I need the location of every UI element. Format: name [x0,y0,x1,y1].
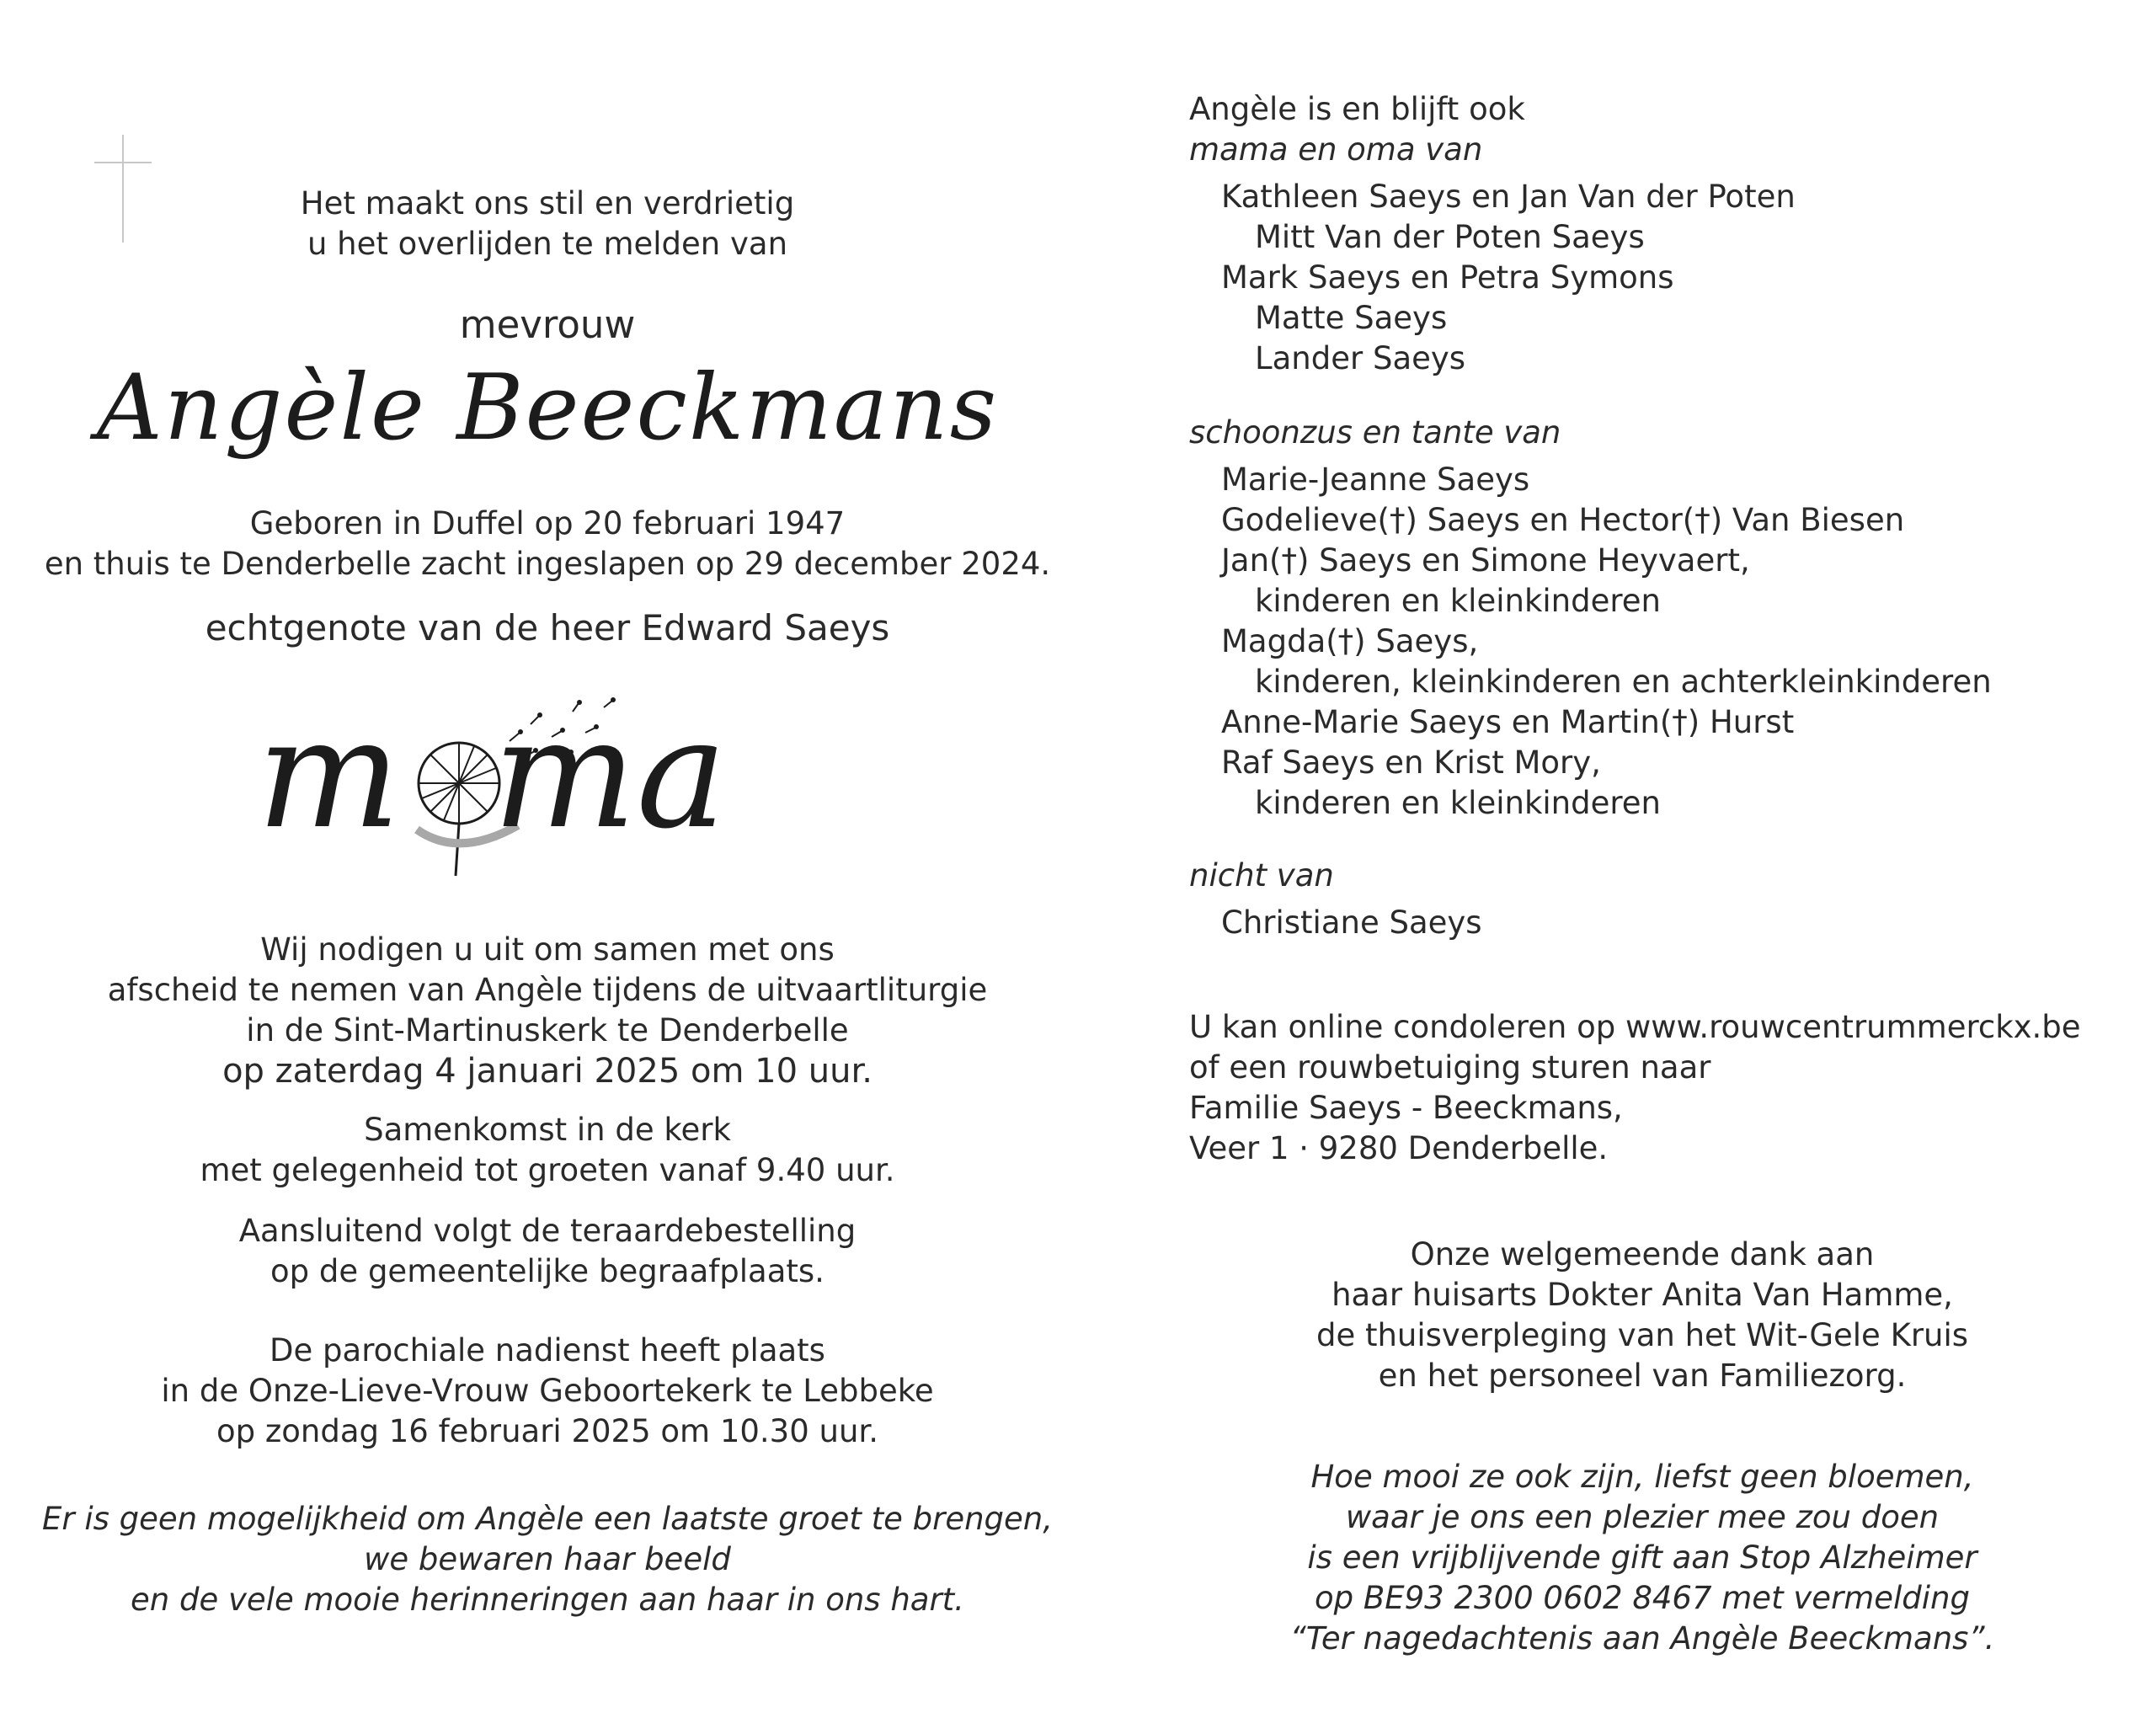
closing-line-2: we bewaren haar beeld [364,1541,731,1577]
family-line: Anne-Marie Saeys en Martin(†) Hurst [1221,704,1795,740]
title-mevrouw: mevrouw [459,302,636,347]
family-line: Marie-Jeanne Saeys [1221,462,1530,498]
condolence-line-1: U kan online condoleren op www.rouwcentrummerckx.be [1189,1009,2081,1045]
birth-line-1: Geboren in Duffel op 20 februari 1947 [249,505,846,542]
spouse-line: echtgenote van de heer Edward Saeys [205,607,890,648]
mama-letter-m: m [257,686,401,862]
group-heading-schoonzus: schoonzus en tante van [1189,414,1561,451]
burial-line-1: Aansluitend volgt de teraardebestelling [238,1213,857,1249]
thanks-line-2: haar huisarts Dokter Anita Van Hamme, [1331,1277,1953,1313]
group-heading-nicht: nicht van [1189,857,1334,894]
closing-line-1: Er is geen mogelijkheid om Angèle een laatste groet te brengen, [41,1501,1054,1537]
family-line: Magda(†) Saeys, [1221,623,1479,659]
closing-line-3: en de vele mooie herinneringen aan haar in ons hart. [131,1582,964,1618]
deceased-name: Angèle Beeckmans [96,355,999,461]
condolence-line-2: of een rouwbetuiging sturen naar [1189,1049,1711,1086]
family-line: Christiane Saeys [1221,904,1482,941]
thanks-line-3: de thuisverpleging van het Wit-Gele Kruis [1315,1317,1969,1353]
burial-line-2: op de gemeentelijke begraafplaats. [270,1253,825,1289]
family-line: Matte Saeys [1255,300,1448,336]
gathering-line-1: Samenkomst in de kerk [364,1112,731,1148]
flowers-line-4: op BE93 2300 0602 8467 met vermelding [1315,1580,1970,1616]
family-line: kinderen en kleinkinderen [1255,785,1661,821]
intro-line-1: Het maakt ons stil en verdrietig [300,185,795,221]
memorial-line-1: De parochiale nadienst heeft plaats [270,1332,825,1369]
thanks-line-1: Onze welgemeende dank aan [1410,1236,1875,1272]
family-line: Lander Saeys [1255,340,1466,376]
gathering-line-2: met gelegenheid tot groeten vanaf 9.40 uur. [200,1152,895,1188]
family-line: Godelieve(†) Saeys en Hector(†) Van Biesen [1221,502,1905,538]
family-line: kinderen en kleinkinderen [1255,583,1661,619]
flowers-line-3: is een vrijblijvende gift aan Stop Alzheimer [1307,1539,1977,1576]
intro-line-2: u het overlijden te melden van [307,226,788,262]
family-line: Kathleen Saeys en Jan Van der Poten [1221,179,1796,215]
flowers-line-1: Hoe mooi ze ook zijn, liefst geen bloemen, [1310,1459,1974,1495]
family-line: Mark Saeys en Petra Symons [1221,259,1674,296]
family-line: kinderen, kleinkinderen en achterkleinkinderen [1255,664,1992,700]
invite-line-2: afscheid te nemen van Angèle tijdens de uitvaartliturgie [107,972,988,1008]
memorial-line-3: op zondag 16 februari 2025 om 10.30 uur. [216,1413,879,1449]
condolence-line-3: Familie Saeys - Beeckmans, [1189,1090,1623,1126]
condolence-line-4: Veer 1 · 9280 Denderbelle. [1189,1130,1609,1166]
family-line: Jan(†) Saeys en Simone Heyvaert, [1221,542,1750,579]
mama-letters-ma: ma [493,686,727,862]
family-line: Raf Saeys en Krist Mory, [1221,744,1601,781]
invite-line-3: in de Sint-Martinuskerk te Denderbelle [246,1012,849,1048]
lead-line: Angèle is en blijft ook [1189,91,1525,127]
group-heading-mama-oma: mama en oma van [1189,131,1483,168]
birth-line-2: en thuis te Denderbelle zacht ingeslapen op 29 december 2024. [44,546,1051,582]
family-line: Mitt Van der Poten Saeys [1255,219,1645,255]
thanks-line-4: en het personeel van Familiezorg. [1378,1358,1907,1394]
invite-line-4: op zaterdag 4 januari 2025 om 10 uur. [222,1052,873,1091]
flowers-line-2: waar je ons een plezier mee zou doen [1345,1499,1940,1535]
flowers-line-5: “Ter nagedachtenis aan Angèle Beeckmans”. [1289,1620,1995,1657]
memorial-line-2: in de Onze-Lieve-Vrouw Geboortekerk te Lebbeke [161,1373,934,1409]
invite-line-1: Wij nodigen u uit om samen met ons [260,931,835,968]
